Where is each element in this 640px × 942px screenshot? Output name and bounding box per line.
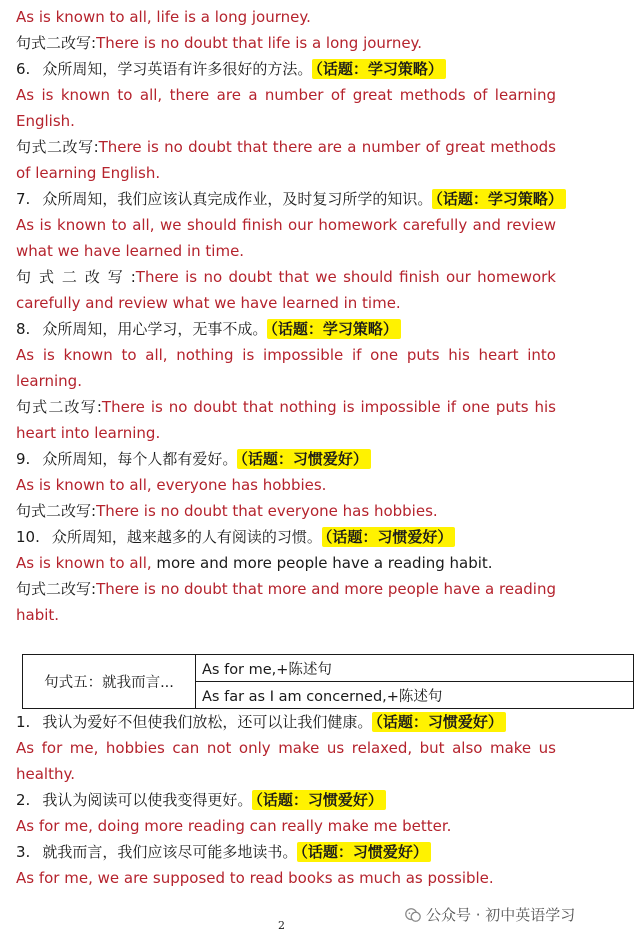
text-line: As is known to all, we should finish our homework carefully and review (16, 216, 556, 234)
item-number: 6. (16, 60, 31, 78)
wechat-icon (404, 906, 422, 924)
text-line: As for me, doing more reading can really make me better. (16, 817, 452, 835)
text-line: As for me, we are supposed to read books as much as possible. (16, 869, 494, 887)
item-number: 9. (16, 450, 31, 468)
text-line: carefully and review what we have learned in time. (16, 294, 401, 312)
text-line: As is known to all, there are a number of great methods of learning (16, 86, 556, 104)
rewrite-sentence: There is no doubt that we should finish our homework (135, 268, 556, 286)
rewrite-prefix: 句 式 二 改 写 : (16, 268, 136, 286)
item-number: 10. (16, 528, 40, 546)
text-line: As is known to all, everyone has hobbies. (16, 476, 327, 494)
text-line: healthy. (16, 765, 75, 783)
watermark (404, 904, 575, 925)
rewrite-sentence: There is no doubt that life is a long journey. (96, 34, 423, 52)
chinese-sentence: 我认为爱好不但使我们放松，还可以让我们健康。 (42, 713, 373, 731)
red-fragment: As is known to all, (16, 554, 152, 572)
text-line: learning. (16, 372, 82, 390)
black-fragment: more and more people have a reading habit. (151, 554, 493, 572)
text-line: English. (16, 112, 75, 130)
rewrite-prefix: 句式二改写: (16, 34, 97, 52)
text-line (16, 264, 556, 290)
topic-tag: （话题：学习策略） (267, 319, 401, 339)
document-page (16, 4, 563, 891)
text-line (16, 56, 556, 82)
text-line (16, 709, 556, 735)
text-line: heart into learning. (16, 424, 161, 442)
pattern-table (22, 654, 634, 709)
chinese-sentence: 众所周知，用心学习，无事不成。 (42, 320, 268, 338)
rewrite-prefix: 句式二改写: (16, 398, 102, 416)
pattern-title: 句式五：就我而言... (23, 655, 196, 709)
text-line (16, 524, 556, 550)
rewrite-sentence: There is no doubt that more and more people have a reading (96, 580, 556, 598)
topic-tag: （话题：习惯爱好） (252, 790, 386, 810)
topic-tag: （话题：习惯爱好） (297, 842, 431, 862)
rewrite-sentence: There is no doubt that nothing is impossible if one puts his (101, 398, 556, 416)
item-number: 3. (16, 843, 31, 861)
text-line (16, 134, 556, 160)
topic-tag: （话题：习惯爱好） (372, 712, 506, 732)
chinese-sentence: 我认为阅读可以使我变得更好。 (42, 791, 253, 809)
text-line (16, 550, 556, 576)
text-line (16, 787, 556, 813)
page-number: 2 (278, 919, 285, 932)
text-line: As for me, hobbies can not only make us relaxed, but also make us (16, 739, 556, 757)
text-line (16, 186, 563, 212)
text-line (16, 394, 556, 420)
rewrite-sentence: There is no doubt that there are a number of great methods (98, 138, 556, 156)
text-line: what we have learned in time. (16, 242, 245, 260)
text-line (16, 30, 556, 56)
text-line: of learning English. (16, 164, 161, 182)
item-number: 7. (16, 190, 31, 208)
watermark-text: 公众号 · 初中英语学习 (426, 906, 576, 924)
text-line (16, 498, 556, 524)
pattern-row-2: As far as I am concerned,+陈述句 (196, 682, 634, 709)
topic-tag: （话题：习惯爱好） (237, 449, 371, 469)
topic-tag: （话题：习惯爱好） (322, 527, 456, 547)
chinese-sentence: 众所周知，越来越多的人有阅读的习惯。 (51, 528, 322, 546)
text-line: As is known to all, nothing is impossible if one puts his heart into (16, 346, 556, 364)
topic-tag: （话题：学习策略） (312, 59, 446, 79)
rewrite-sentence: There is no doubt that everyone has hobbies. (96, 502, 438, 520)
chinese-sentence: 众所周知，每个人都有爱好。 (42, 450, 238, 468)
text-line (16, 446, 556, 472)
item-number: 1. (16, 713, 31, 731)
text-line (16, 839, 556, 865)
sentence-block-2 (16, 709, 556, 891)
text-line (16, 316, 556, 342)
chinese-sentence: 众所周知，我们应该认真完成作业，及时复习所学的知识。 (42, 190, 433, 208)
chinese-sentence: 众所周知，学习英语有许多很好的方法。 (42, 60, 313, 78)
rewrite-prefix: 句式二改写: (16, 580, 97, 598)
item-number: 2. (16, 791, 31, 809)
text-line: habit. (16, 606, 60, 624)
sentence-block-1 (16, 4, 563, 628)
topic-tag: （话题：学习策略） (432, 189, 566, 209)
rewrite-prefix: 句式二改写: (16, 502, 97, 520)
chinese-sentence: 就我而言，我们应该尽可能多地读书。 (42, 843, 298, 861)
text-line (16, 576, 556, 602)
spacer (16, 628, 556, 654)
text-line: As is known to all, life is a long journey. (16, 8, 311, 26)
pattern-row-1: As for me,+陈述句 (196, 655, 634, 682)
rewrite-prefix: 句式二改写: (16, 138, 99, 156)
item-number: 8. (16, 320, 31, 338)
